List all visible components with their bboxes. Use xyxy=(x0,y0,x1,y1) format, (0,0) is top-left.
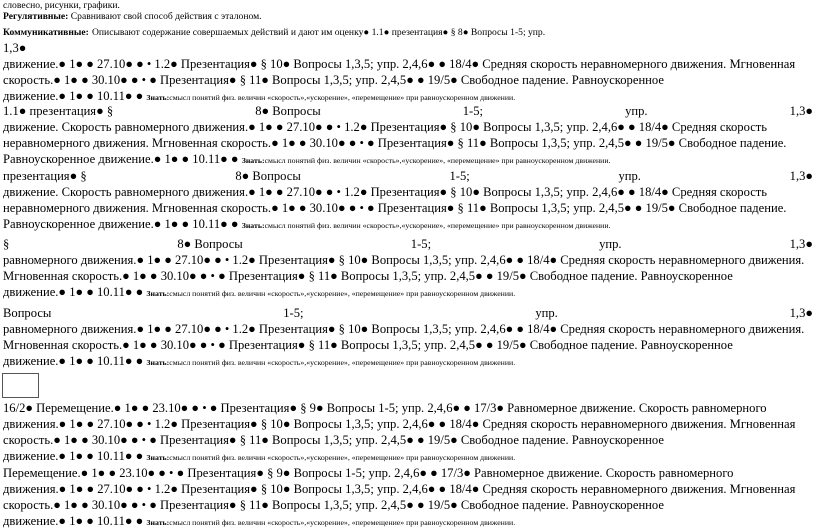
text-line xyxy=(3,252,813,268)
empty-box xyxy=(2,373,39,398)
text: 1,3● xyxy=(789,237,813,251)
text: 1-5; xyxy=(449,169,470,183)
text: смысл понятий физ. величин «скорость»,«ускорение», «перемещение» при равноускоренном движении. xyxy=(169,518,516,527)
text: упр. xyxy=(625,104,648,118)
text-line xyxy=(3,432,813,448)
text: 8● Вопросы xyxy=(255,104,321,118)
text: движение.● 1● ● 10.11● ● xyxy=(3,89,144,103)
text: движение.● 1● ● 10.11● ● xyxy=(3,285,144,299)
text: скорость.● 1● ● 30.10● ● • ● Презентация● § 11● Вопросы 1,3,5; упр. 2,4,5● ● 19/5● Свободное падение. Равноускоренное xyxy=(3,73,664,87)
label-know: Знать: xyxy=(241,221,265,230)
text: Сравнивают свой способ действия с эталоном. xyxy=(70,11,262,22)
text-line xyxy=(3,465,813,481)
text: Мгновенная скорость.● 1● ● 30.10● ● • ● Презентация● § 11● Вопросы 1,3,5; упр. 2,4,5● ● 19/5● Свободное падение. Равноускоренное xyxy=(3,269,733,283)
text-line xyxy=(3,168,813,184)
label-know: Знать: xyxy=(146,518,170,527)
label-communicative: Коммуникативные: xyxy=(3,27,89,38)
text: 8● Вопросы xyxy=(235,169,301,183)
text-line xyxy=(3,216,813,234)
text-line xyxy=(3,497,813,513)
text-line xyxy=(3,400,813,416)
text-line xyxy=(3,103,813,119)
text-line xyxy=(3,513,813,531)
text-line xyxy=(3,481,813,497)
text: 1-5; xyxy=(410,237,432,251)
text: упр. xyxy=(599,237,622,251)
text-line xyxy=(3,72,813,88)
text: словесно, рисунки, графики. xyxy=(3,0,120,11)
text-line xyxy=(3,23,813,39)
text-line xyxy=(3,184,813,200)
text: движение.● 1● ● 10.11● ● xyxy=(3,354,144,368)
text: смысл понятий физ. величин «скорость»,«ускорение», «перемещение» при равноускоренном движении. xyxy=(169,289,516,298)
label-know: Знать: xyxy=(146,289,170,298)
text: смысл понятий физ. величин «скорость»,«ускорение», «перемещение» при равноускоренном движении. xyxy=(169,358,516,367)
text: движение.● 1● ● 10.11● ● xyxy=(3,514,144,528)
text-line xyxy=(3,40,813,56)
text-line xyxy=(3,416,813,432)
text: смысл понятий физ. величин «скорость»,«ускорение», «перемещение» при равноускоренном движении. xyxy=(169,453,516,462)
text-line xyxy=(3,151,813,169)
text-line xyxy=(3,321,813,337)
text-line xyxy=(3,337,813,353)
text: презентация● § xyxy=(3,169,87,183)
text: Равноускоренное движение.● 1● ● 10.11● ● xyxy=(3,152,239,166)
text: Описывают содержание совершаемых действий и дают им оценку● 1.1● презентация● § 8● Вопросы 1-5; упр. xyxy=(92,27,546,38)
text: смысл понятий физ. величин «скорость»,«ускорение», «перемещение» при равноускоренном движении. xyxy=(264,156,611,165)
text: 1-5; xyxy=(283,306,304,320)
text: 1,3● xyxy=(789,169,813,183)
label-know: Знать: xyxy=(146,358,170,367)
text: Перемещение.● 1● ● 23.10● ● • ● Презентация● § 9● Вопросы 1-5; упр. 2,4,6● ● 17/3● Равномерное движение. Скорость равномерного xyxy=(3,466,734,480)
text-line xyxy=(3,284,813,302)
text: § xyxy=(3,237,10,251)
text: движение.● 1● ● 10.11● ● xyxy=(3,449,144,463)
text: равномерного движения.● 1● ● 27.10● ● • 1.2● Презентация● § 10● Вопросы 1,3,5; упр. 2,4,6● ● 18/4● Средняя скорость неравномерного движения. xyxy=(3,322,805,336)
text: скорость.● 1● ● 30.10● ● • ● Презентация● § 11● Вопросы 1,3,5; упр. 2,4,5● ● 19/5● Свободное падение. Равноускоренное xyxy=(3,433,664,447)
text: смысл понятий физ. величин «скорость»,«ускорение», «перемещение» при равноускоренном движении. xyxy=(169,93,516,102)
text-line xyxy=(3,268,813,284)
text: 1,3● xyxy=(3,41,27,55)
text-line xyxy=(3,448,813,466)
text: движения.● 1● ● 27.10● ● • 1.2● Презентация● § 10● Вопросы 1,3,5; упр. 2,4,6● ● 18/4● Средняя скорость неравномерного движения. Мгновенная xyxy=(3,417,796,431)
text: 1,3● xyxy=(789,104,813,118)
text: 16/2● Перемещение.● 1● ● 23.10● ● • ● Презентация● § 9● Вопросы 1-5; упр. 2,4,6● ● 17/3● Равномерное движение. Скорость равномерного xyxy=(3,401,767,415)
text-line xyxy=(3,236,813,252)
text: движение. Скорость равномерного движения.● 1● ● 27.10● ● • 1.2● Презентация● § 10● Вопросы 1,3,5; упр. 2,4,6● ● 18/4● Средняя скорость xyxy=(3,185,768,199)
text: упр. xyxy=(535,306,558,320)
text-line xyxy=(3,119,813,135)
text: Мгновенная скорость.● 1● ● 30.10● ● • ● Презентация● § 11● Вопросы 1,3,5; упр. 2,4,5● ● 19/5● Свободное падение. Равноускоренное xyxy=(3,338,733,352)
label-know: Знать: xyxy=(241,156,265,165)
text: равномерного движения.● 1● ● 27.10● ● • 1.2● Презентация● § 10● Вопросы 1,3,5; упр. 2,4,6● ● 18/4● Средняя скорость неравномерного движения. xyxy=(3,253,805,267)
text: Вопросы xyxy=(3,306,52,320)
text-line xyxy=(3,353,813,371)
text: неравномерного движения. Мгновенная скорость.● 1● ● 30.10● ● • ● Презентация● § 11● Вопросы 1,3,5; упр. 2,4,5● ● 19/5● Свободное падение. xyxy=(3,201,787,215)
text: движение.● 1● ● 27.10● ● • 1.2● Презентация● § 10● Вопросы 1,3,5; упр. 2,4,6● ● 18/4● Средняя скорость неравномерного движения. Мгновенная xyxy=(3,57,796,71)
label-know: Знать: xyxy=(146,93,170,102)
text: 1.1● презентация● § xyxy=(3,104,114,118)
text: Равноускоренное движение.● 1● ● 10.11● ● xyxy=(3,217,239,231)
text: смысл понятий физ. величин «скорость»,«ускорение», «перемещение» при равноускоренном движении. xyxy=(264,221,611,230)
text-line xyxy=(3,11,813,23)
text: движение. Скорость равномерного движения.● 1● ● 27.10● ● • 1.2● Презентация● § 10● Вопросы 1,3,5; упр. 2,4,6● ● 18/4● Средняя скорость xyxy=(3,120,768,134)
text: неравномерного движения. Мгновенная скорость.● 1● ● 30.10● ● • ● Презентация● § 11● Вопросы 1,3,5; упр. 2,4,5● ● 19/5● Свободное падение. xyxy=(3,136,787,150)
text-line xyxy=(3,305,813,321)
text: 8● Вопросы xyxy=(177,237,243,251)
text: скорость.● 1● ● 30.10● ● • ● Презентация● § 11● Вопросы 1,3,5; упр. 2,4,5● ● 19/5● Свободное падение. Равноускоренное xyxy=(3,498,664,512)
label-know: Знать: xyxy=(146,453,170,462)
text: 1-5; xyxy=(462,104,484,118)
text: упр. xyxy=(618,169,641,183)
text: 1,3● xyxy=(789,306,813,320)
text-line xyxy=(3,200,813,216)
text-line xyxy=(3,56,813,72)
text: движения.● 1● ● 27.10● ● • 1.2● Презентация● § 10● Вопросы 1,3,5; упр. 2,4,6● ● 18/4● Средняя скорость неравномерного движения. Мгновенная xyxy=(3,482,796,496)
text-line xyxy=(3,135,813,151)
label-regulative: Регулятивные: xyxy=(3,11,69,22)
